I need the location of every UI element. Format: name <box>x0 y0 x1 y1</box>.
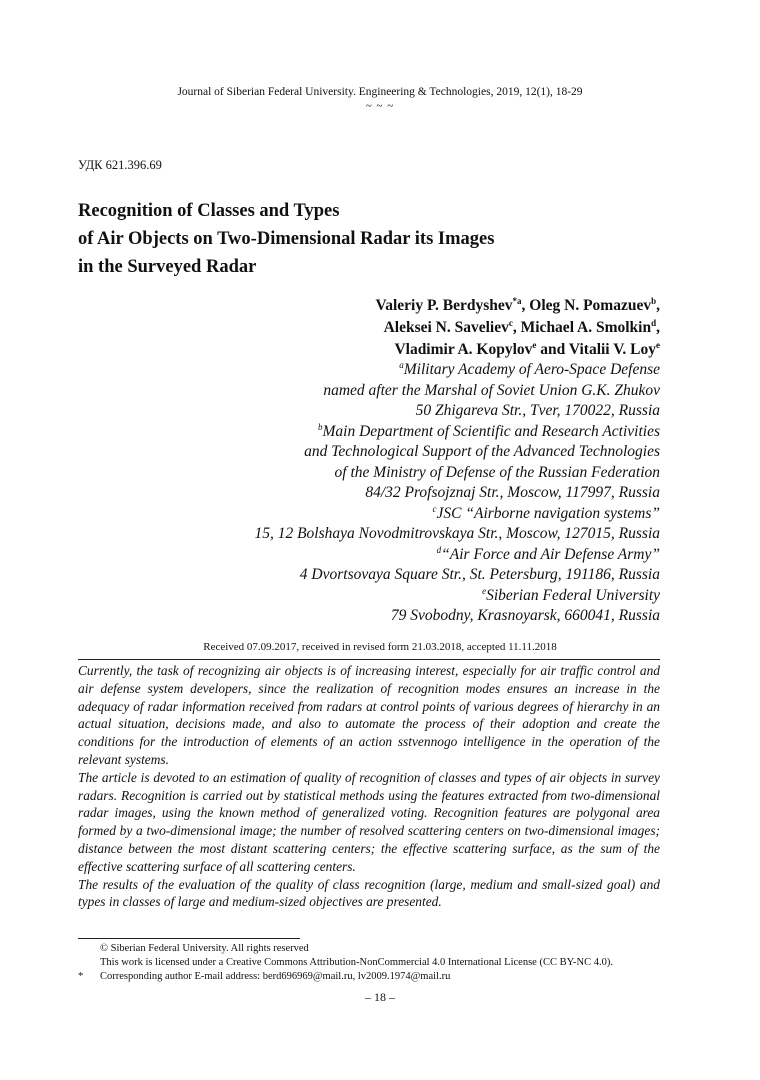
author-name: Oleg N. Pomazuev <box>529 297 652 314</box>
author-sup: e <box>532 339 537 350</box>
author-sup: *a <box>512 295 522 306</box>
affiliation-line: 50 Zhigareva Str., Tver, 170022, Russia <box>415 402 660 419</box>
affiliations <box>254 360 660 627</box>
affiliation-line: $^b$Main Department of Scientific and Research Activities <box>318 421 660 440</box>
author-line: Aleksei N. Saveliev$^c$, Michael A. Smolkin$^d$, <box>383 317 660 336</box>
journal-header: Journal of Siberian Federal University. Engineering & Technologies, 2019, 12(1), 18-29 <box>177 86 583 98</box>
affiliation-line: and Technological Support of the Advanced Technologies <box>304 443 660 460</box>
title-line: Recognition of Classes and Types <box>78 201 340 221</box>
affiliation-line: $^e$Siberian Federal University <box>482 585 660 604</box>
author-name: Valeriy P. Berdyshev <box>375 297 513 314</box>
abstract-paragraph: Currently, the task of recognizing air objects is of increasing interest, especially for air traffic control and air defense system developers, since the realization of recognition modes ensures an increase in the adequacy of radar information received from radars at control points of various degrees of hierarchy in an actual situation, decisions made, and also to automate the process of their adoption and create the conditions for the introduction of elements of an action sstvennogo intelligence in the operation of the relevant systems. <box>78 663 660 767</box>
page-number: – 18 – <box>365 990 395 1004</box>
author-sup: b <box>651 295 657 306</box>
affiliation-line: $^c$JSC “Airborne navigation systems” <box>432 503 660 522</box>
footnote-divider <box>78 938 300 939</box>
affiliation-line: 79 Svobodny, Krasnoyarsk, 660041, Russia <box>390 607 660 624</box>
footnotes <box>78 942 613 984</box>
affiliation-line: 15, 12 Bolshaya Novodmitrovskaya Str., Moscow, 127015, Russia <box>254 525 660 542</box>
abstract-paragraph: The results of the evaluation of the quality of class recognition (large, medium and small-sized goal) and types in classes of large and medium-sized objectives are presented. <box>78 876 660 910</box>
udk-code: УДК 621.396.69 <box>78 158 162 172</box>
footnote: © Siberian Federal University. All rights reserved <box>100 943 309 954</box>
author-name: Vladimir A. Kopylov <box>394 341 533 358</box>
author-line: Valeriy P. Berdyshev$^{*a}$, Oleg N. Pomazuev$^b$, <box>375 295 660 314</box>
abstract-divider <box>78 659 660 660</box>
author-sup: c <box>508 317 513 328</box>
author-name: Michael A. Smolkin <box>520 319 652 336</box>
header-separator: ~ ~ ~ <box>365 100 395 112</box>
paper-title <box>78 197 494 281</box>
affiliation-line: of the Ministry of Defense of the Russian Federation <box>334 463 660 481</box>
affiliation-line: named after the Marshal of Soviet Union G.K. Zhukov <box>323 381 660 399</box>
affiliation-line: $^a$Military Academy of Aero-Space Defense <box>399 359 660 378</box>
author-list <box>375 295 660 361</box>
author-name: Aleksei N. Saveliev <box>383 319 509 336</box>
abstract-paragraph: The article is devoted to an estimation of quality of recognition of classes and types of air objects in survey radars. Recognition is carried out by statistical methods using the features extracted from two-dimensional radar images, using the known method of generalized voting. Recognition features are polygonal area formed by a two-dimensional image; the number of resolved scattering centers on two-dimensional images; distance between the most distant scattering centers; the effective scattering surface, as the sum of the effective scattering surface of all scattering centers. <box>78 769 660 874</box>
author-name: Vitalii V. Loy <box>568 341 656 358</box>
author-sup: e <box>656 339 660 350</box>
author-line: Vladimir A. Kopylov$^e$ and Vitalii V. Loy$^e$ <box>394 339 660 358</box>
affiliation-line: 84/32 Profsojznaj Str., Moscow, 117997, Russia <box>365 484 660 501</box>
received-dates: Received 07.09.2017, received in revised form 21.03.2018, accepted 11.11.2018 <box>203 641 557 653</box>
footnote: * Corresponding author E-mail address: berd696969@mail.ru, lv2009.1974@mail.ru <box>78 971 451 982</box>
footnote: This work is licensed under a Creative Commons Attribution-NonCommercial 4.0 International License (CC BY-NC 4.0). <box>100 957 613 968</box>
abstract <box>78 662 660 911</box>
title-line: of Air Objects on Two-Dimensional Radar its Images <box>78 229 495 249</box>
author-sup: d <box>651 317 657 328</box>
affiliation-line: $^d$“Air Force and Air Defense Army” <box>436 544 660 563</box>
title-line: in the Surveyed Radar <box>78 257 257 277</box>
affiliation-line: 4 Dvortsovaya Square Str., St. Petersburg, 191186, Russia <box>299 566 660 583</box>
